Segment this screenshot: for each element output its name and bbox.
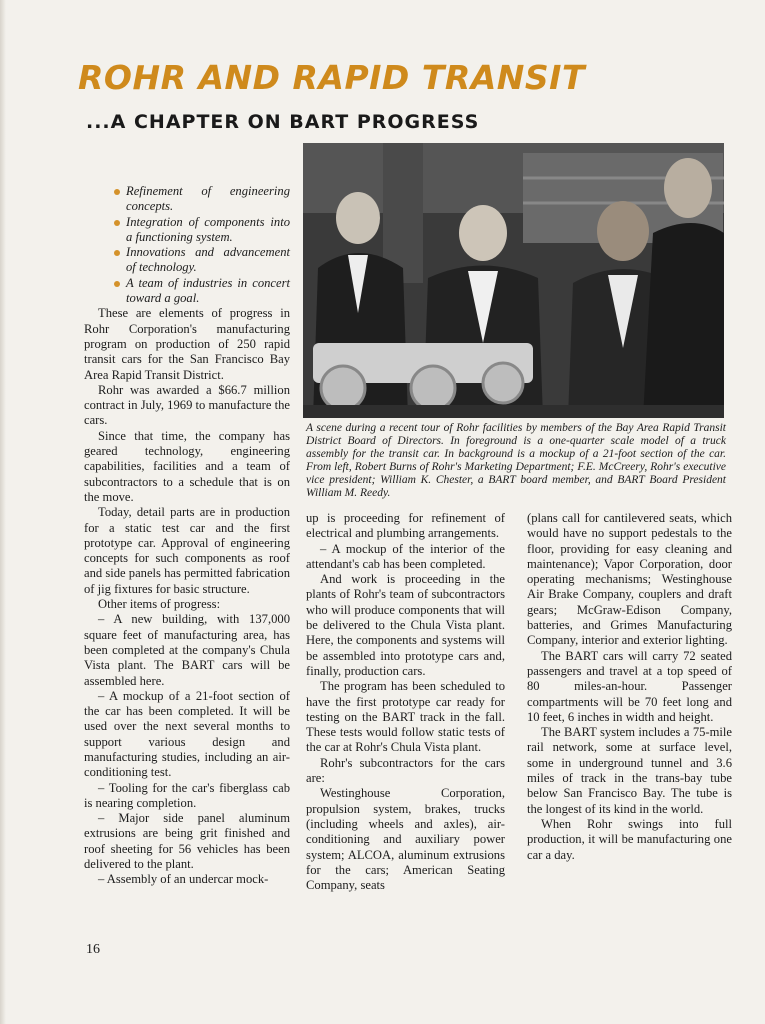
paragraph: The BART system includes a 75-mile rail network, some at surface level, some in underground tunnel and 3.6 miles of track in the trans-bay tube below San Francisco Bay. The tube is the longest of its kind in the world. (527, 725, 732, 816)
text-column-2 (306, 511, 505, 893)
bullet-item: Refinement of engineering concepts. (114, 184, 290, 215)
paragraph: Westinghouse Corporation, propulsion system, brakes, trucks (including wheels and axles), air-conditioning and auxiliary power system; ALCOA, aluminum extrusions for the cars; American Seating Company, seats (306, 786, 505, 893)
paragraph: – Major side panel aluminum extrusions are being grit finished and roof sheeting for 56 vehicles has been delivered to the plant. (84, 811, 290, 872)
paragraph: – Tooling for the car's fiberglass cab is nearing completion. (84, 780, 290, 810)
article-subtitle: ...A CHAPTER ON BART PROGRESS (86, 111, 480, 133)
bullet-item: Innovations and advancement of technology. (114, 245, 290, 276)
article-title: ROHR AND RAPID TRANSIT (78, 58, 585, 97)
paragraph: The BART cars will carry 72 seated passengers and travel at a top speed of 80 miles-an-hour. Passenger compartments will be 70 feet long and 10 feet, 6 inches in width and height. (527, 648, 732, 724)
bullet-item: A team of industries in concert toward a goal. (114, 276, 290, 307)
paragraph: up is proceeding for refinement of electrical and plumbing arrangements. (306, 511, 505, 541)
photo-bart-tour (303, 143, 724, 418)
paragraph: Rohr was awarded a $66.7 million contract in July, 1969 to manufacture the cars. (84, 382, 290, 428)
page-edge (0, 0, 6, 1024)
text-column-1 (84, 184, 290, 888)
paragraph: These are elements of progress in Rohr Corporation's manufacturing program on production of 250 rapid transit cars for the San Francisco Bay Area Rapid Transit District. (84, 306, 290, 382)
paragraph: And work is proceeding in the plants of Rohr's team of subcontractors who will produce components that will be delivered to the Chula Vista plant. Here, the components and systems will be assembled into prototype cars and, finally, production cars. (306, 572, 505, 678)
paragraph: Since that time, the company has geared technology, engineering capabilities, facilities and a team of subcontractors to a schedule that is on the move. (84, 428, 290, 504)
paragraph: Other items of progress: (98, 597, 221, 612)
paragraph: The program has been scheduled to have the first prototype car ready for testing on the BART track in the fall. These tests would follow static tests of the car at Rohr's Chula Vista plant. (306, 679, 505, 755)
photo-caption: A scene during a recent tour of Rohr facilities by members of the Bay Area Rapid Transit District Board of Directors. In foreground is a one-quarter scale model of a truck assembly for the transit car. In background is a mockup of a 21-foot section of the car. From left, Robert Burns of Rohr's Marketing Department; F.E. McCreery, Rohr's executive vice president; William K. Chester, a BART board member, and BART Board President William M. Reedy. (306, 422, 726, 499)
paragraph: – A mockup of the interior of the attendant's cab has been completed. (306, 541, 505, 571)
paragraph: Rohr's subcontractors for the cars are: (306, 755, 505, 786)
paragraph: – A mockup of a 21-foot section of the car has been completed. It will be used over the next several months to support various design and manufacturing studies, including an air-conditioning test. (84, 688, 290, 780)
paragraph: When Rohr swings into full production, it will be manufacturing one car a day. (527, 816, 732, 862)
paragraph: – Assembly of an undercar mock- (98, 872, 269, 887)
page-number: 16 (86, 942, 100, 957)
text-column-3 (527, 511, 732, 863)
photo-illustration (303, 143, 724, 418)
paragraph: Today, detail parts are in production for a static test car and the first prototype car. Approval of engineering concepts for such components as roof and side panels has permitted fabrication of jig fixtures for basic structure. (84, 505, 290, 596)
bullet-item: Integration of components into a functioning system. (114, 215, 290, 246)
progress-bullet-list (114, 184, 290, 306)
paragraph: (plans call for cantilevered seats, which would have no support pedestals to the floor, providing for easy cleaning and maintenance); Vapor Corporation, door operating mechanisms; Westinghouse Air Brake Company, couplers and draft gears; McGraw-Edison Company, batteries, and Grimes Manufacturing Company, interior and exterior lighting. (527, 511, 732, 648)
paragraph: – A new building, with 137,000 square feet of manufacturing area, has been completed at the company's Chula Vista plant. The BART cars will be assembled here. (84, 612, 290, 688)
